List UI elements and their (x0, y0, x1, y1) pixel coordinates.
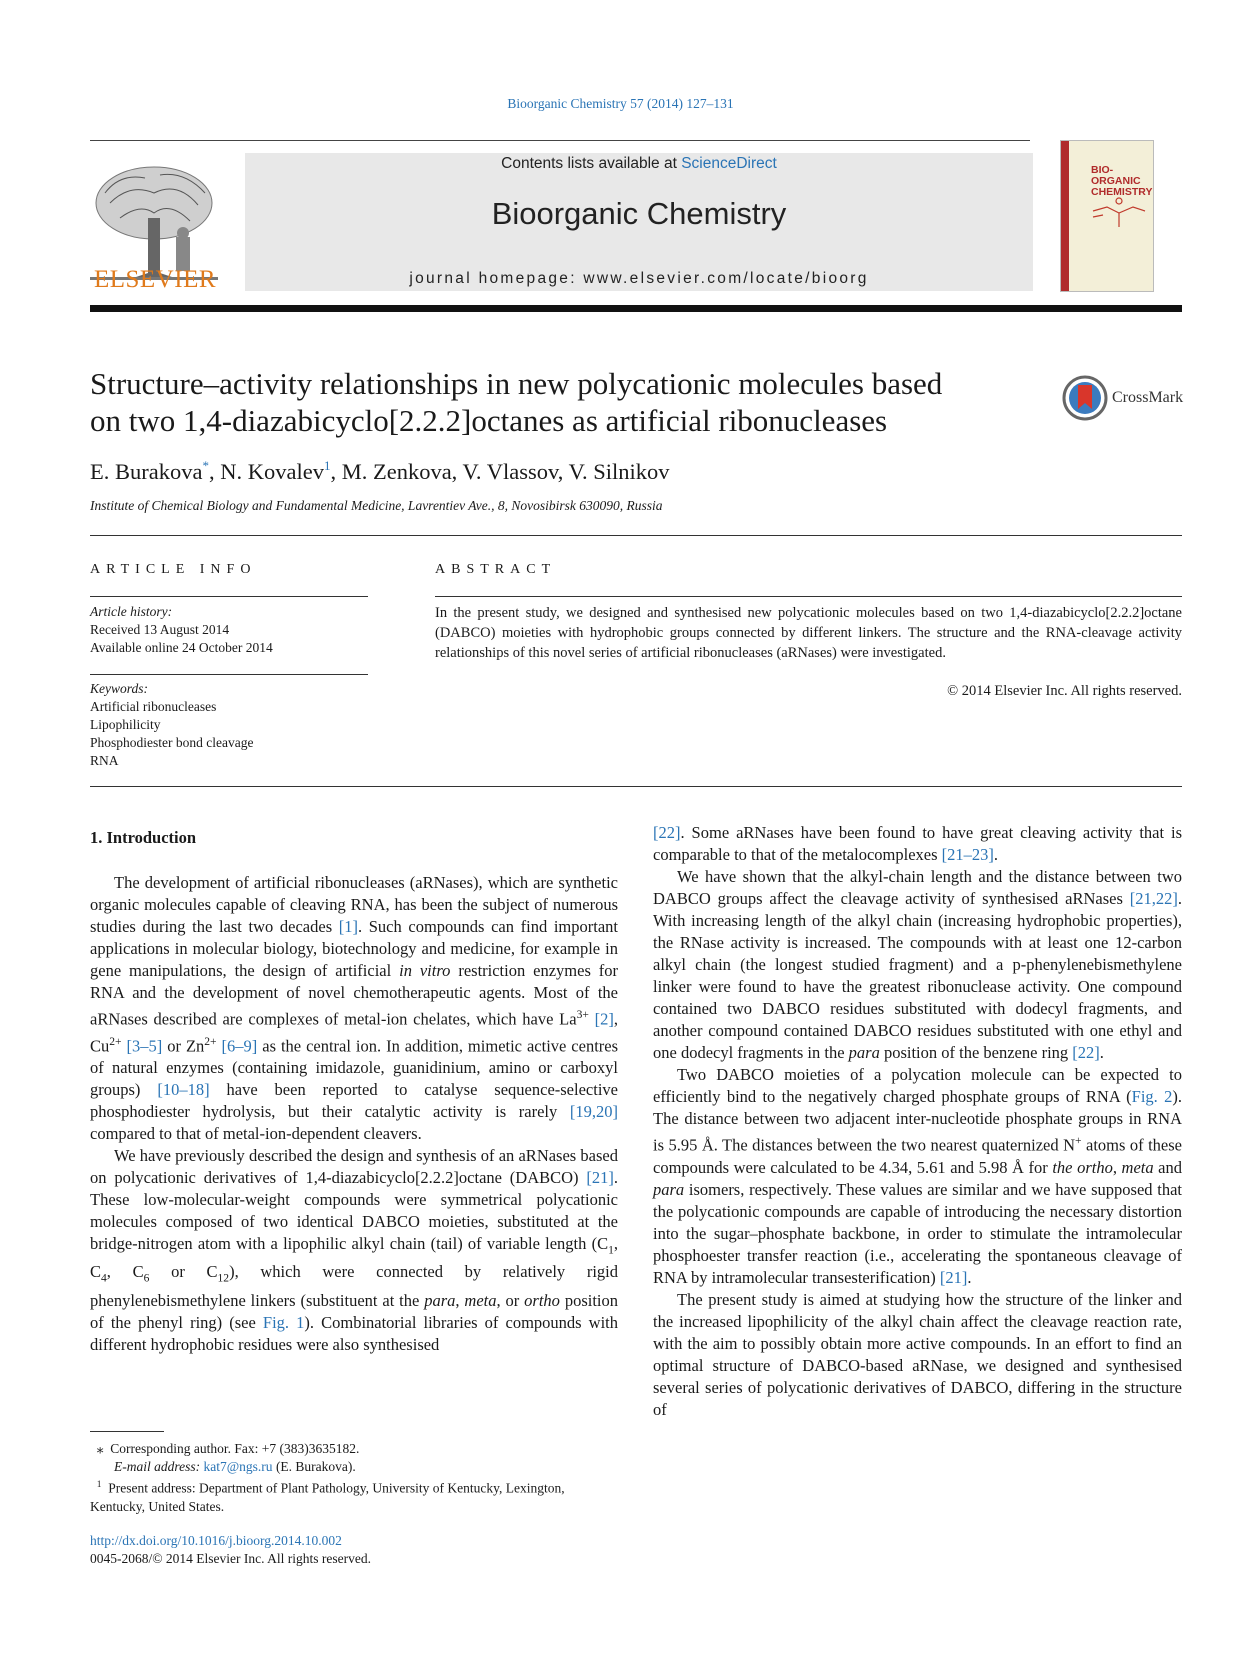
cover-title: BIO-ORGANIC CHEMISTRY (1091, 164, 1153, 198)
keyword-item: Artificial ribonucleases (90, 699, 217, 714)
footnote-email: E-mail address: kat7@ngs.ru (E. Burakova). (114, 1459, 356, 1474)
ref-link[interactable]: [21–23] (941, 845, 994, 864)
ref-link[interactable]: [10–18] (157, 1080, 210, 1099)
right-column (653, 822, 1182, 1421)
ref-link[interactable]: [21] (939, 1267, 968, 1287)
journal-homepage[interactable]: journal homepage: www.elsevier.com/locate/bioorg (409, 270, 869, 287)
crossmark-label[interactable]: CrossMark (1112, 389, 1184, 406)
paragraph: We have shown that the alkyl-chain length and the distance between two DABCO groups affect the cleavage activity of synthesised aRNases [21,22]. With increasing length of the alkyl chain (increasing hydrophobic properties), the RNase activity is increased. The compounds with at least one 12-carbon alkyl chain (the longest studied fragment) and a p-phenylenebismethylene linker were found to have the greatest ribonuclease activity. One compound contained two DABCO residues substituted with dodecyl fragments, and another compound contained DABCO residues substituted with one ethyl and one dodecyl fragments in the para position of the benzene ring [22]. (653, 867, 1182, 1062)
article-info-heading: ARTICLE INFO (90, 562, 257, 577)
issn-line: 0045-2068/© 2014 Elsevier Inc. All rights reserved. (90, 1551, 371, 1566)
rule-info-mid (90, 674, 368, 675)
crossmark-icon[interactable] (1062, 375, 1108, 421)
elsevier-wordmark: ELSEVIER (93, 266, 217, 293)
email-link[interactable]: kat7@ngs.ru (203, 1459, 273, 1474)
doi-link[interactable]: http://dx.doi.org/10.1016/j.bioorg.2014.10.002 (90, 1533, 342, 1548)
ref-link[interactable]: [3–5] (126, 1036, 163, 1055)
paragraph: The present study is aimed at studying how the structure of the linker and the increased lipophilicity of the alkyl chain affect the cleavage reaction rate, with the aim to possibly obtain more active compounds. In an effort to find an optimal structure of DABCO-based aRNase, we designed and synthesised several series of polycationic derivatives of DABCO, differing in the structure of (653, 1289, 1182, 1419)
ref-link[interactable]: [21,22] (1129, 889, 1178, 908)
footnote-rule (90, 1431, 164, 1432)
paragraph: The development of artificial ribonucleases (aRNases), which are synthetic organic molecules capable of cleaving RNA, has been the subject of numerous studies during the last two decades [1]. Such compounds can find important applications in molecular biology, biotechnology and medicine, for example in gene manipulations, the design of artificial in vitro restriction enzymes for RNA and the development of novel chemotherapeutic agents. Most of the aRNases described are complexes of metal-ion chelates, which have $La^{3+}$ [2], $Cu^{2+}$ [3–5] or $Zn^{2+}$ [6–9] as the central ion. In addition, mimetic active centres of natural enzymes (containing imidazole, guanidinium, amino or carboxyl groups) [10–18] have been reported to catalyse sequence-selective phosphodiester hydrolysis, but their catalytic activity is rarely [19,20] compared to that of metal-ion-dependent cleavers. (90, 873, 619, 1143)
corresponding-mark[interactable]: * (202, 458, 209, 473)
abstract-heading: ABSTRACT (435, 562, 557, 577)
footnote-corresponding: ⁎ Corresponding author. Fax: +7 (383)3635182. (96, 1441, 360, 1456)
journal-name: Bioorganic Chemistry (491, 196, 787, 231)
cover-molecule-icon (1089, 193, 1149, 233)
paragraph: [22]. Some aRNases have been found to have great cleaving activity that is comparable to that of the metalocomplexes [21–23]. (653, 823, 1182, 864)
contents-line: Contents lists available at ScienceDirect (501, 155, 777, 172)
sciencedirect-link[interactable]: ScienceDirect (681, 155, 777, 172)
rule-above-info (90, 535, 1182, 536)
figure-link[interactable]: Fig. 1 (262, 1312, 305, 1332)
footnote-present-address: $^1$ Present address: Department of Plant Pathology, University of Kentucky, Lexington, Kentucky, United States. (90, 1480, 565, 1514)
footnote-mark-1[interactable]: 1 (323, 458, 331, 473)
ref-link[interactable]: [21] (586, 1168, 614, 1187)
article-title: Structure–activity relationships in new polycationic molecules based on two 1,4-diazabicyclo[2.2.2]octanes as artificial ribonucleases (90, 366, 943, 438)
ref-link[interactable]: [19,20] (569, 1102, 618, 1121)
ref-link[interactable]: [6–9] (221, 1036, 258, 1055)
doi-block (90, 1532, 371, 1568)
journal-citation[interactable]: Bioorganic Chemistry 57 (2014) 127–131 (507, 96, 734, 111)
left-column (90, 872, 618, 1356)
rule-below-abstract (90, 786, 1182, 787)
rule-info-top (90, 596, 368, 597)
paragraph: We have previously described the design and synthesis of an aRNases based on polycationic derivatives of 1,4-diazabicyclo[2.2.2]octane (DABCO) [21]. These low-molecular-weight compounds were symmetrical polycationic molecules composed of two identical DABCO moieties, substituted at the bridge-nitrogen atom with a lipophilic alkyl chain (tail) of variable length ($C_1$, $C_4$, $C_6$ or $C_{12}$), which were connected by relatively rigid phenylenebismethylene linkers (substituent at the para, meta, or ortho position of the phenyl ring) (see Fig. 1). Combinatorial libraries of compounds with different hydrophobic residues were also synthesised (90, 1146, 619, 1354)
abstract-text: In the present study, we designed and synthesised new polycationic molecules based on two 1,4-diazabicyclo[2.2.2]octane (DABCO) moieties with hydrophobic groups connected by different linkers. The structure and the RNA-cleavage activity relationships of this novel series of artificial ribonucleases (aRNases) were investigated. (435, 605, 1182, 661)
footnotes (90, 1440, 618, 1516)
author-list: E. Burakova*, N. Kovalev$^1$, M. Zenkova, V. Vlassov, V. Silnikov (90, 458, 670, 484)
ref-link[interactable]: [22] (1072, 1043, 1100, 1062)
figure-link[interactable]: Fig. 2 (1131, 1087, 1173, 1106)
keywords-block: Keywords: Artificial ribonucleases Lipophilicity Phosphodiester bond cleavage RNA (90, 680, 368, 770)
keyword-item: RNA (90, 753, 119, 768)
ref-link[interactable]: [22] (653, 823, 681, 842)
cover-spine (1061, 141, 1069, 291)
journal-cover[interactable] (1060, 140, 1154, 292)
keyword-item: Lipophilicity (90, 717, 161, 732)
header-thick-rule (90, 305, 1182, 312)
ref-link[interactable]: [2] (594, 1009, 614, 1029)
ref-link[interactable]: [1] (338, 917, 358, 936)
header-rule (90, 140, 1030, 141)
rule-abstract-top (435, 596, 1182, 597)
affiliation: Institute of Chemical Biology and Fundamental Medicine, Lavrentiev Ave., 8, Novosibirsk 630090, Russia (90, 498, 663, 513)
section-heading-introduction: 1. Introduction (90, 828, 197, 847)
paragraph: Two DABCO moieties of a polycation molecule can be expected to efficiently bind to the negatively charged phosphate groups of RNA (Fig. 2). The distance between two adjacent inter-nucleotide phosphate groups in RNA is 5.95 Å. The distances between the two nearest quaternized N+ atoms of these compounds were calculated to be 4.34, 5.61 and 5.98 Å for the ortho, meta and para isomers, respectively. These values are similar and we have supposed that the polycationic compounds are capable of introducing the necessary distortion into the sugar–phosphate backbone, in order to stimulate the intramolecular phosphoester transfer reaction (i.e., accelerating the spontaneous cleavage of RNA by intramolecular transesterification) [21]. (653, 1065, 1183, 1287)
keyword-item: Phosphodiester bond cleavage (90, 735, 254, 750)
abstract-copyright: © 2014 Elsevier Inc. All rights reserved. (947, 683, 1182, 699)
article-history: Article history: Received 13 August 2014 Available online 24 October 2014 (90, 604, 273, 655)
